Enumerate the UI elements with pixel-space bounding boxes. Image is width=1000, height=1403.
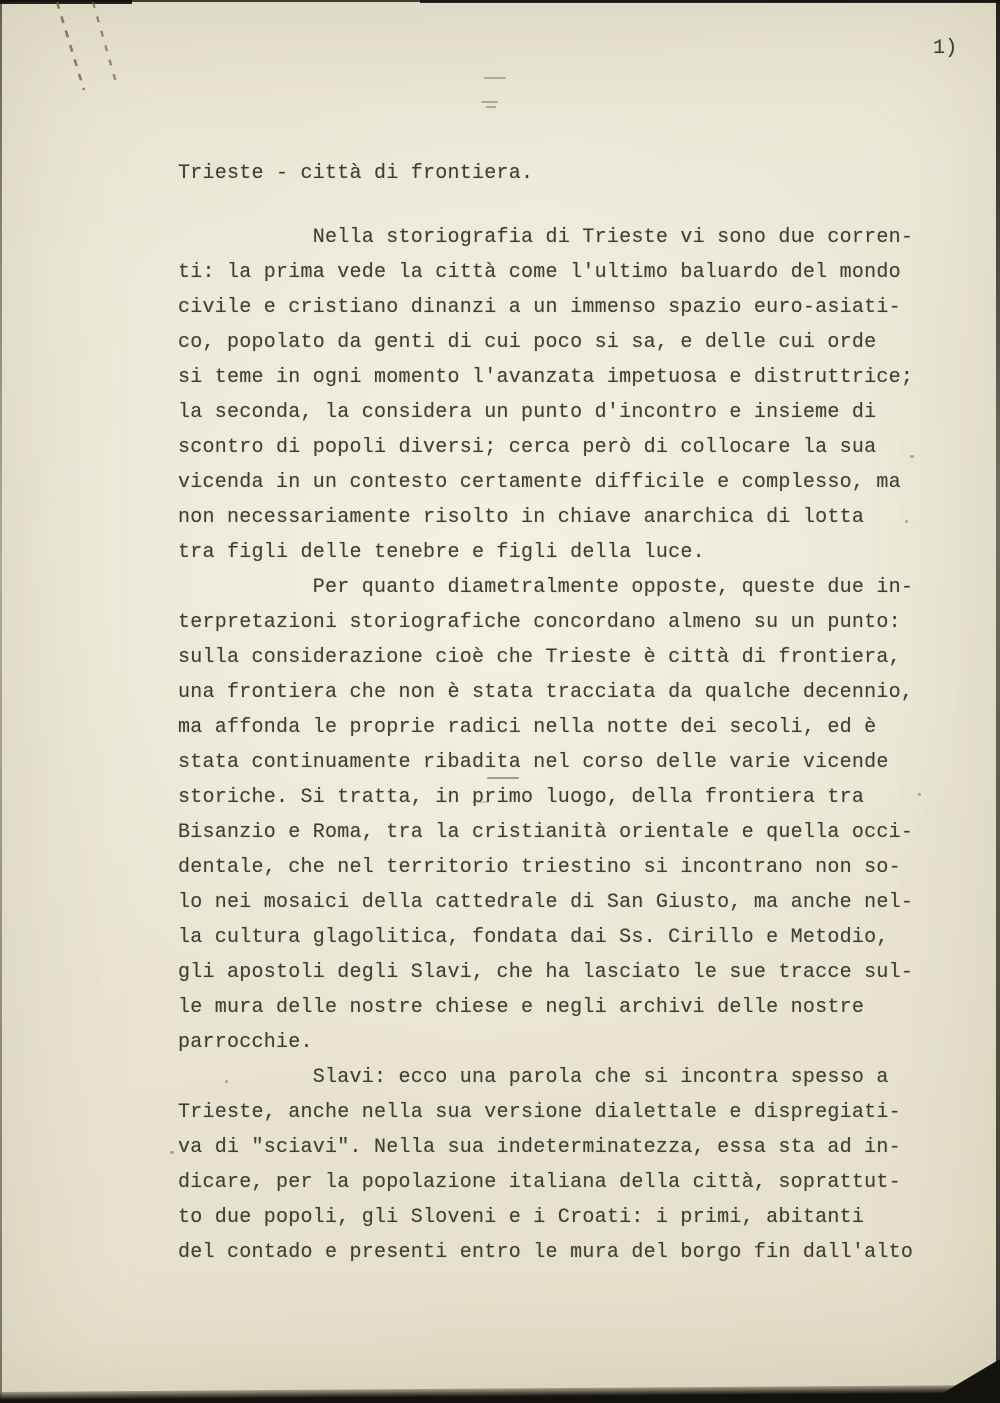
text-line: to due popoli, gli Sloveni e i Croati: i primi, abitanti: [178, 1206, 865, 1229]
text-line: stata continuamente ribadita nel corso delle varie vicende: [178, 751, 889, 774]
text-line: si teme in ogni momento l'avanzata impetuosa e distruttrice;: [178, 366, 914, 389]
text-line: una frontiera che non è stata tracciata da qualche decennio,: [178, 681, 914, 704]
text-line: del contado e presenti entro le mura del borgo fin dall'alto: [178, 1241, 914, 1264]
text-line: scontro di popoli diversi; cerca però di collocare la sua: [178, 436, 877, 459]
text-line: va di "sciavi". Nella sua indeterminatezza, essa sta ad in-: [178, 1136, 901, 1159]
text-line: gli apostoli degli Slavi, che ha lasciato le sue tracce sul-: [178, 961, 914, 984]
text-line: lo nei mosaici della cattedrale di San Giusto, ma anche nel-: [178, 891, 914, 914]
scan-edge-top: [0, 0, 1000, 2]
text-line: Per quanto diametralmente opposte, queste due in-: [178, 576, 914, 599]
smudge-mark: [486, 106, 496, 108]
text-line: parrocchie.: [178, 1031, 313, 1054]
text-line: Slavi: ecco una parola che si incontra spesso a: [178, 1066, 889, 1089]
text-line: tra figli delle tenebre e figli della luce.: [178, 541, 705, 564]
document-body: [178, 220, 913, 1270]
text-line: co, popolato da genti di cui poco si sa, e delle cui orde: [178, 331, 877, 354]
speck: [170, 1151, 174, 1154]
text-line: terpretazioni storiografiche concordano almeno su un punto:: [178, 611, 901, 634]
text-line: la cultura glagolitica, fondata dai Ss. Cirillo e Metodio,: [178, 926, 889, 949]
text-line: non necessariamente risolto in chiave anarchica di lotta: [178, 506, 865, 529]
text-line: sulla considerazione cioè che Trieste è città di frontiera,: [178, 646, 901, 669]
text-line: Trieste, anche nella sua versione dialettale e dispregiati-: [178, 1101, 901, 1124]
text-line: la seconda, la considera un punto d'incontro e insieme di: [178, 401, 877, 424]
scan-edge-top-right: [420, 0, 1000, 3]
text-line: dentale, che nel territorio triestino si incontrano non so-: [178, 856, 901, 879]
scan-edge-right: [996, 0, 1000, 1403]
text-line: Bisanzio e Roma, tra la cristianità orientale e quella occi-: [178, 821, 914, 844]
page-number: 1): [933, 37, 958, 60]
text-line: le mura delle nostre chiese e negli archivi delle nostre: [178, 996, 865, 1019]
text-line: vicenda in un contesto certamente difficile e complesso, ma: [178, 471, 901, 494]
scan-edge-left: [0, 0, 2, 1403]
text-line: ma affonda le proprie radici nella notte dei secoli, ed è: [178, 716, 877, 739]
scan-edge-top-left: [0, 0, 132, 4]
scan-edge-corner-bottom-right: [926, 1359, 1000, 1403]
speck: [918, 793, 921, 796]
smudge-mark: [481, 101, 498, 103]
text-line: storiche. Si tratta, in primo luogo, della frontiera tra: [178, 786, 865, 809]
text-line: civile e cristiano dinanzi a un immenso spazio euro-asiati-: [178, 296, 901, 319]
smudge-mark: [484, 77, 506, 79]
text-line: dicare, per la popolazione italiana della città, soprattut-: [178, 1171, 901, 1194]
text-line: Nella storiografia di Trieste vi sono due corren-: [178, 226, 914, 249]
scan-edge-bottom: [0, 1385, 1000, 1403]
document-title: Trieste - città di frontiera.: [178, 162, 534, 185]
text-line: ti: la prima vede la città come l'ultimo baluardo del mondo: [178, 261, 901, 284]
